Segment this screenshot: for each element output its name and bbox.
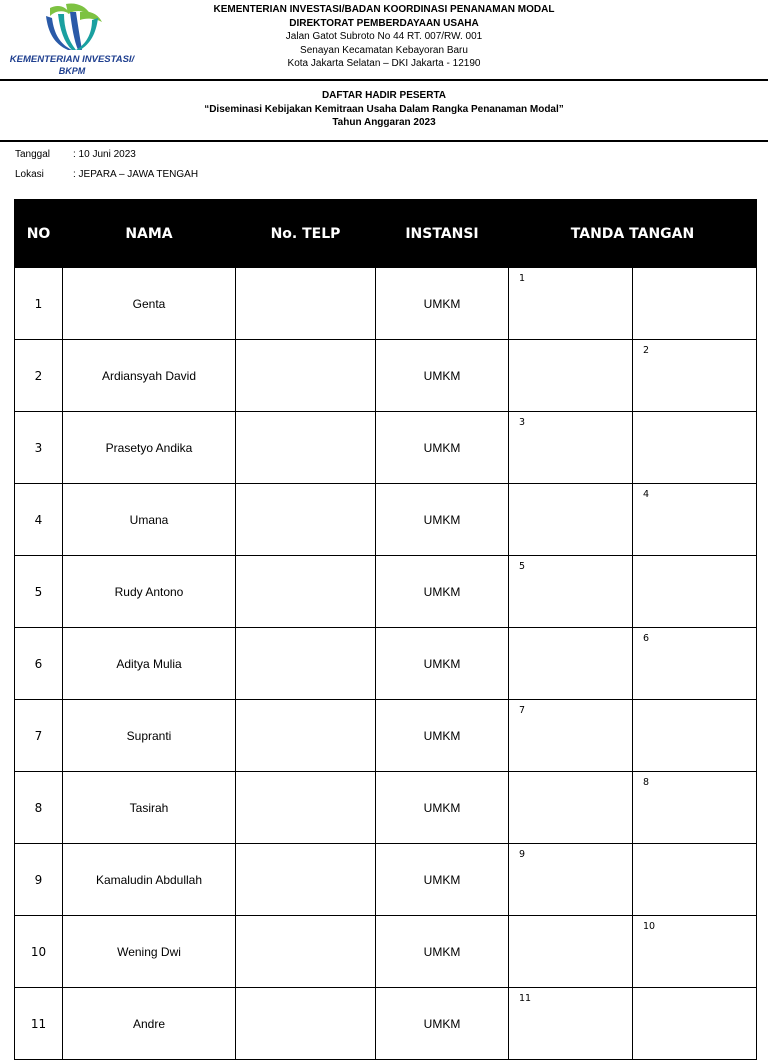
title-line-1: DAFTAR HADIR PESERTA: [321, 90, 447, 101]
cell-no: 3: [15, 412, 63, 484]
cell-no: 9: [15, 844, 63, 916]
ministry-logo: [6, 2, 138, 78]
cell-nama: Wening Dwi: [63, 916, 236, 988]
meta-date: [15, 149, 136, 160]
cell-instansi: UMKM: [376, 916, 509, 988]
letterhead-ministry: KEMENTERIAN INVESTASI/BADAN KOORDINASI PENANAMAN MODAL: [213, 4, 555, 15]
meta-location-value: : JEPARA – JAWA TENGAH: [73, 169, 199, 180]
cell-signature-right: 6: [633, 628, 757, 700]
cell-signature-left: [509, 916, 633, 988]
cell-no: 7: [15, 700, 63, 772]
cell-signature-left: [509, 772, 633, 844]
kementerian-investasi-logo-icon: [36, 2, 108, 54]
cell-no: 11: [15, 988, 63, 1060]
cell-nama: Andre: [63, 988, 236, 1060]
header-telp: No. TELP: [236, 200, 376, 268]
cell-instansi: UMKM: [376, 700, 509, 772]
meta-location: [15, 169, 198, 180]
cell-telp: [236, 844, 376, 916]
cell-instansi: UMKM: [376, 772, 509, 844]
cell-signature-right: [633, 556, 757, 628]
cell-signature-left: 7: [509, 700, 633, 772]
cell-telp: [236, 916, 376, 988]
title-line-3: Tahun Anggaran 2023: [332, 117, 436, 128]
cell-signature-right: [633, 268, 757, 340]
cell-signature-left: 1: [509, 268, 633, 340]
cell-nama: Umana: [63, 484, 236, 556]
cell-nama: Prasetyo Andika: [63, 412, 236, 484]
letterhead-directorate: DIREKTORAT PEMBERDAYAAN USAHA: [289, 17, 479, 29]
cell-instansi: UMKM: [376, 628, 509, 700]
cell-nama: Genta: [63, 268, 236, 340]
table-row: [15, 340, 757, 412]
cell-telp: [236, 340, 376, 412]
cell-telp: [236, 268, 376, 340]
cell-no: 4: [15, 484, 63, 556]
cell-no: 2: [15, 340, 63, 412]
cell-instansi: UMKM: [376, 988, 509, 1060]
header-instansi: INSTANSI: [376, 200, 509, 268]
title-line-2: “Diseminasi Kebijakan Kemitraan Usaha Dalam Rangka Penanaman Modal”: [204, 103, 564, 115]
table-row: [15, 916, 757, 988]
meta-location-label: Lokasi: [15, 169, 44, 180]
cell-instansi: UMKM: [376, 340, 509, 412]
cell-signature-right: [633, 412, 757, 484]
header-nama: NAMA: [63, 200, 236, 268]
document-title: [150, 89, 618, 130]
cell-instansi: UMKM: [376, 484, 509, 556]
letterhead: [150, 3, 618, 71]
letterhead-address-2: Senayan Kecamatan Kebayoran Baru: [300, 44, 468, 56]
cell-signature-left: 5: [509, 556, 633, 628]
table-row: [15, 484, 757, 556]
meta-date-label: Tanggal: [15, 149, 51, 160]
cell-telp: [236, 484, 376, 556]
table-row: [15, 844, 757, 916]
cell-signature-left: [509, 340, 633, 412]
cell-telp: [236, 412, 376, 484]
cell-signature-left: 9: [509, 844, 633, 916]
cell-no: 5: [15, 556, 63, 628]
cell-instansi: UMKM: [376, 556, 509, 628]
table-row: [15, 700, 757, 772]
header-tanda-tangan: TANDA TANGAN: [509, 200, 757, 268]
meta-date-value: : 10 Juni 2023: [73, 149, 136, 160]
cell-telp: [236, 628, 376, 700]
cell-signature-right: 4: [633, 484, 757, 556]
cell-signature-left: [509, 628, 633, 700]
cell-signature-right: 2: [633, 340, 757, 412]
cell-signature-left: [509, 484, 633, 556]
header-no: NO: [15, 200, 63, 268]
cell-signature-right: 8: [633, 772, 757, 844]
letterhead-address-1: Jalan Gatot Subroto No 44 RT. 007/RW. 001: [285, 31, 483, 43]
logo-org-name: KEMENTERIAN INVESTASI/: [9, 54, 135, 65]
cell-no: 6: [15, 628, 63, 700]
attendance-table: [14, 199, 757, 1060]
table-row: [15, 412, 757, 484]
cell-nama: Aditya Mulia: [63, 628, 236, 700]
table-row: [15, 268, 757, 340]
cell-signature-right: 10: [633, 916, 757, 988]
letterhead-address-3: Kota Jakarta Selatan – DKI Jakarta - 12190: [287, 58, 481, 70]
cell-telp: [236, 556, 376, 628]
cell-nama: Tasirah: [63, 772, 236, 844]
cell-instansi: UMKM: [376, 844, 509, 916]
table-row: [15, 556, 757, 628]
cell-nama: Ardiansyah David: [63, 340, 236, 412]
cell-instansi: UMKM: [376, 412, 509, 484]
cell-instansi: UMKM: [376, 268, 509, 340]
title-divider: [0, 140, 768, 142]
cell-no: 1: [15, 268, 63, 340]
table-row: [15, 628, 757, 700]
cell-nama: Supranti: [63, 700, 236, 772]
logo-org-abbr: BKPM: [58, 66, 86, 76]
cell-nama: Rudy Antono: [63, 556, 236, 628]
cell-telp: [236, 700, 376, 772]
cell-signature-right: [633, 844, 757, 916]
header-divider: [0, 79, 768, 81]
cell-signature-left: 3: [509, 412, 633, 484]
cell-signature-left: 11: [509, 988, 633, 1060]
table-header-row: [15, 200, 757, 268]
cell-no: 10: [15, 916, 63, 988]
cell-no: 8: [15, 772, 63, 844]
cell-telp: [236, 772, 376, 844]
cell-signature-right: [633, 700, 757, 772]
cell-nama: Kamaludin Abdullah: [63, 844, 236, 916]
table-row: [15, 772, 757, 844]
